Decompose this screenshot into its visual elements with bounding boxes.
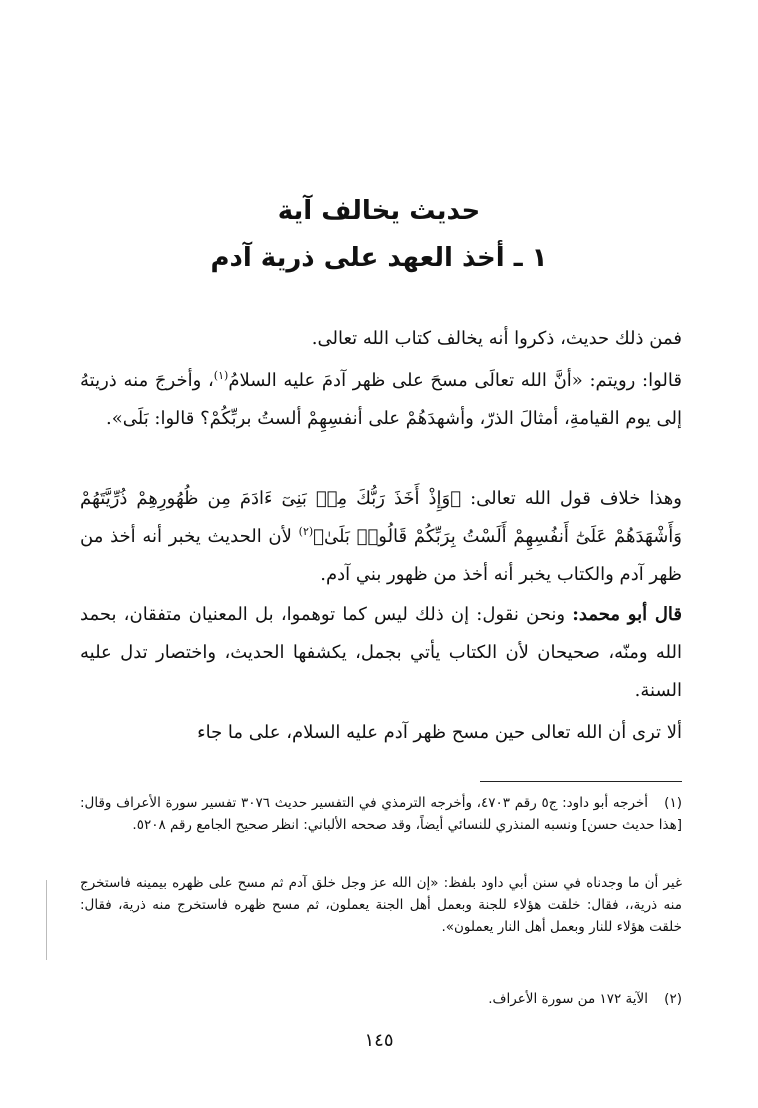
speaker-label: قال أبو محمد: (572, 604, 682, 625)
objection-text: لأن الحديث يخبر أنه أخذ من ظهر آدم والكتاب يخبر أنه أخذ من ظهور بني آدم. (80, 526, 682, 585)
quran-verse: ﴿وَإِذْ أَخَذَ رَبُّكَ مِنۢ بَنِىٓ ءَادَمَ مِن ظُهُورِهِمْ ذُرِّيَّتَهُمْ وَأَشْهَدَهُمْ عَلَىٰٓ أَنفُسِهِمْ أَلَسْتُ بِرَبِّكُمْ قَالُوا۟ بَلَىٰ﴾ (80, 488, 682, 547)
page-number: ١٤٥ (364, 1030, 394, 1051)
section-title: حديث يخالف آية (277, 196, 481, 226)
hadith-text-start: قالوا: رويتم: «أنَّ الله تعالَى مسحَ على ظهر آدمَ عليه السلامُ (228, 370, 682, 391)
footnote-ref-2[interactable]: (٢) (298, 525, 314, 538)
scan-margin-line (46, 880, 47, 960)
footnote-2 (80, 988, 682, 1010)
footnote-1-number: (١) (664, 795, 682, 811)
footnote-divider (480, 781, 682, 782)
paragraph-objection (80, 480, 682, 594)
paragraph-intro: فمن ذلك حديث، ذكروا أنه يخالف كتاب الله تعالى. (311, 328, 682, 349)
chapter-title: ١ ـ أخذ العهد على ذرية آدم (210, 243, 548, 273)
footnote-1-text: أخرجه أبو داود: ج٥ رقم ٤٧٠٣، وأخرجه الترمذي في التفسير حديث ٣٠٧٦ تفسير سورة الأعراف وقال: [هذا حديث حسن] ونسبه المنذري للنسائي أيضاً، وقد صححه الألباني: انظر صحيح الجامع رقم ٥٢٠٨. (80, 795, 682, 833)
paragraph-response (80, 596, 682, 710)
footnote-1 (80, 792, 682, 836)
footnote-2-number: (٢) (664, 991, 682, 1007)
footnote-2-text: الآية ١٧٢ من سورة الأعراف. (488, 991, 648, 1007)
hadith-text-end: ، وأخرجَ منه ذريتهُ إلى يوم القيامةِ، أمثالَ الذرّ، وأشهدَهُمْ على أنفسِهِمْ ألستُ بربِّكُمْ؟ قالوا: بَلَى». (80, 370, 682, 429)
paragraph-continuation: ألا ترى أن الله تعالى حين مسح ظهر آدم عليه السلام، على ما جاء (197, 722, 682, 743)
footnote-ref-1[interactable]: (١) (213, 369, 229, 382)
footnote-1-continuation: غير أن ما وجدناه في سنن أبي داود بلفظ: «إن الله عز وجل خلق آدم ثم مسح على ظهره بيمينه فاستخرج منه ذرية،، فقال: خلقت هؤلاء للجنة وبعمل أهل الجنة يعملون، ثم مسح ظهره فاستخرج منه ذرية، فقال: خلقت هؤلاء للنار وبعمل أهل النار يعملون». (80, 875, 682, 935)
response-text: ونحن نقول: إن ذلك ليس كما توهموا، بل المعنيان متفقان، بحمد الله ومنّه، صحيحان لأن الكتاب يأتي بجمل، يكشفها الحديث، واختصار تدل عليه السنة. (80, 604, 682, 701)
paragraph-hadith (80, 362, 682, 438)
objection-intro: وهذا خلاف قول الله تعالى: (470, 488, 682, 509)
